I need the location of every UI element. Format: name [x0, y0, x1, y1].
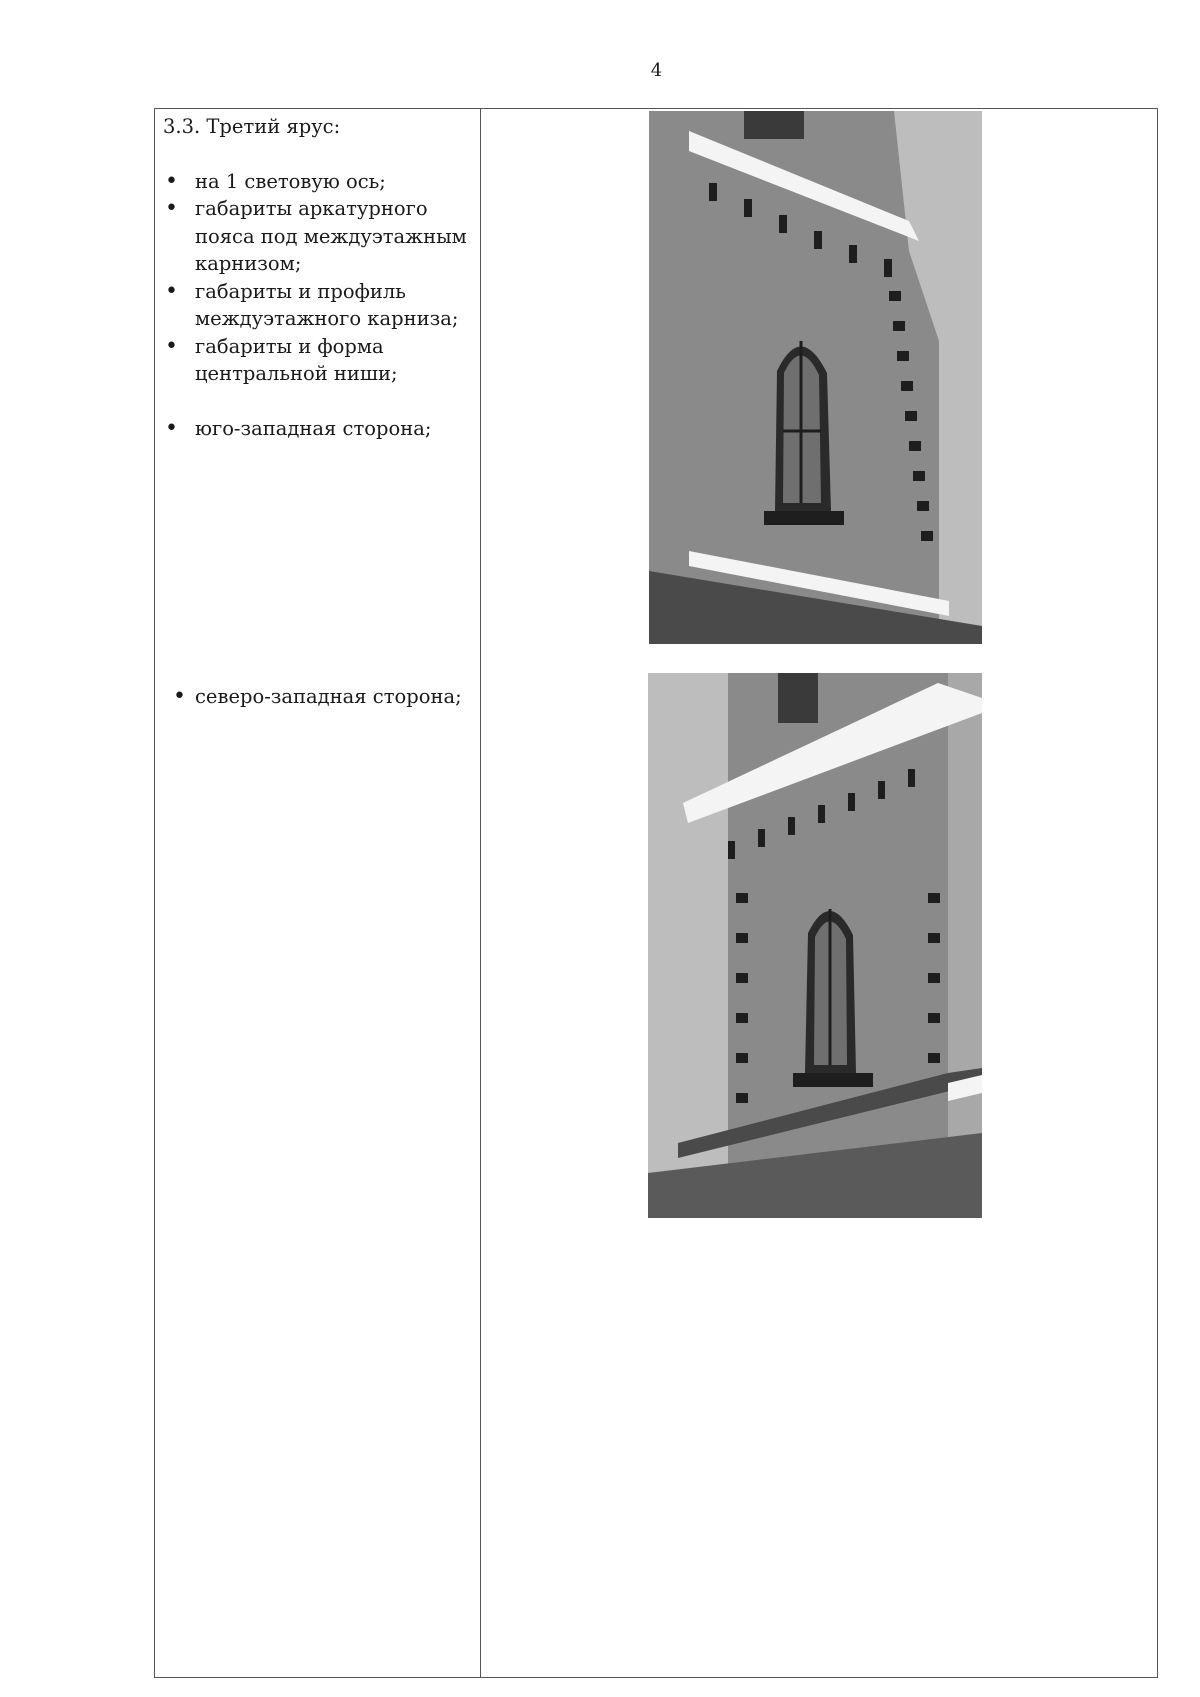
section-heading: 3.3. Третий ярус:: [163, 115, 341, 138]
tower-northwest-photo: [648, 673, 982, 1218]
description-table: [154, 108, 1158, 1678]
side-label-southwest: • юго-западная сторона;: [163, 415, 473, 443]
list-item: • габариты аркатурного пояса под междуэтажным карнизом;: [163, 195, 473, 278]
list-item: • габариты и форма центральной ниши;: [163, 333, 473, 388]
side-label-northwest: • северо-западная сторона;: [163, 683, 473, 711]
list-item: • на 1 световую ось;: [163, 168, 473, 196]
column-divider: [480, 109, 481, 1677]
feature-list: [163, 168, 473, 443]
tower-southwest-photo: [649, 111, 982, 644]
description-column: [163, 113, 473, 442]
page-number: 4: [650, 60, 663, 81]
list-item: • габариты и профиль междуэтажного карниза;: [163, 278, 473, 333]
